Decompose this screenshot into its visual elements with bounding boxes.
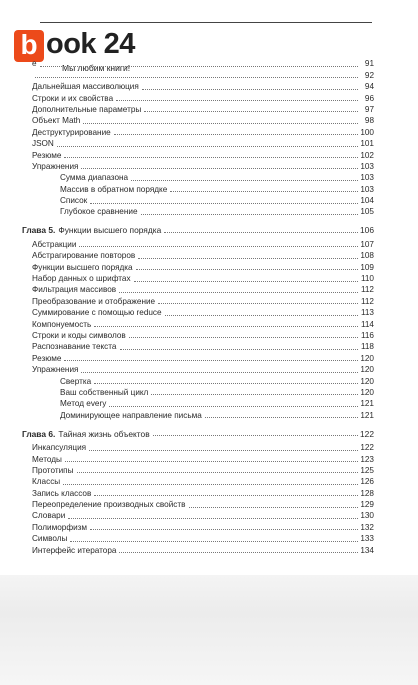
toc-entry-row: [22, 352, 374, 363]
chapter-label: Глава 6.: [22, 428, 56, 439]
toc-entry-title: Абстракции: [32, 239, 77, 249]
leader-dots: [142, 89, 358, 90]
leader-dots: [64, 157, 358, 158]
leader-dots: [81, 372, 358, 373]
toc-entry-row: [22, 510, 374, 521]
leader-dots: [164, 232, 358, 233]
toc-entry-row: [22, 138, 374, 149]
toc-page-number: 133: [360, 534, 374, 544]
toc-page-number: 125: [360, 465, 374, 475]
toc-entry-row: [22, 149, 374, 160]
leader-dots: [151, 394, 358, 395]
toc-entry-title: Интерфейс итератора: [32, 545, 117, 555]
toc-entry-title: Фильтрация массивов: [32, 285, 117, 295]
toc-entry-title: Распознавание текста: [32, 342, 117, 352]
toc-entry-title: Резюме: [32, 353, 62, 363]
toc-page-number: 122: [360, 428, 374, 439]
toc-page-number: 94: [364, 82, 374, 92]
toc-entry-row: [22, 318, 374, 329]
toc-entry-title: е: [32, 59, 37, 69]
toc-entry-title: Сумма диапазона: [60, 173, 129, 183]
toc-entry-title: Деструктурирование: [32, 127, 111, 137]
toc-entry-title: Резюме: [32, 150, 62, 160]
toc-entry-title: Глубокое сравнение: [60, 207, 138, 217]
leader-dots: [65, 461, 358, 462]
leader-dots: [134, 281, 358, 282]
toc-page-number: 122: [360, 443, 374, 453]
toc-page-number: 120: [360, 376, 374, 386]
toc-entry-row: [22, 453, 374, 464]
toc-entry-row: [22, 104, 374, 115]
toc-entry-row: [22, 195, 374, 206]
toc-entry-row: [22, 533, 374, 544]
leader-dots: [119, 292, 358, 293]
leader-dots: [158, 303, 358, 304]
leader-dots: [81, 168, 358, 169]
leader-dots: [90, 529, 358, 530]
leader-dots: [165, 315, 358, 316]
toc-page-number: 132: [360, 522, 374, 532]
toc-entry-title: Классы: [32, 477, 61, 487]
leader-dots: [109, 406, 358, 407]
leader-dots: [153, 435, 358, 436]
leader-dots: [83, 123, 358, 124]
leader-dots: [77, 472, 359, 473]
leader-dots: [64, 360, 358, 361]
toc-page-number: 126: [360, 477, 374, 487]
toc-chapter-row: [22, 427, 374, 439]
toc-page-number: 120: [360, 353, 374, 363]
page-bottom-shadow: [0, 575, 418, 685]
leader-dots: [114, 134, 358, 135]
toc-entry-row: [22, 273, 374, 284]
leader-dots: [129, 337, 358, 338]
toc-entry-row: [22, 58, 374, 69]
logo-letter: b: [14, 30, 44, 62]
toc-entry-row: [22, 206, 374, 217]
toc-page-number: 118: [360, 342, 374, 352]
toc-page-number: 113: [360, 308, 374, 318]
leader-dots: [94, 495, 358, 496]
leader-dots: [131, 180, 358, 181]
toc-page-number: 120: [360, 387, 374, 397]
toc-entry-row: [22, 544, 374, 555]
toc-entry-title: Метод every: [60, 399, 107, 409]
toc-entry-row: [22, 161, 374, 172]
toc-page-number: 100: [360, 127, 374, 137]
chapter-label: Глава 5.: [22, 225, 56, 236]
toc-entry-title: Дальнейшая массиволюция: [32, 82, 139, 92]
leader-dots: [141, 214, 358, 215]
toc-page-number: 96: [364, 93, 374, 103]
toc-entry-title: Объект Math: [32, 116, 81, 126]
toc-entry-title: Запись классов: [32, 488, 92, 498]
toc-entry-title: Преобразование и отображение: [32, 296, 156, 306]
toc-entry-title: Переопределение производных свойств: [32, 500, 186, 510]
leader-dots: [70, 541, 358, 542]
toc-page-number: 104: [360, 196, 374, 206]
toc-page-number: 130: [360, 511, 374, 521]
toc-page-number: 114: [360, 319, 374, 329]
toc-entry-title: Набор данных о шрифтах: [32, 274, 131, 284]
toc-entry-row: [22, 398, 374, 409]
leader-dots: [68, 518, 358, 519]
leader-dots: [94, 383, 358, 384]
toc-page-number: 105: [360, 207, 374, 217]
toc-entry-title: Компонуемость: [32, 319, 92, 329]
toc-page-number: 123: [360, 454, 374, 464]
toc-page-number: 121: [360, 399, 374, 409]
toc-entry-title: Строки и коды символов: [32, 330, 126, 340]
toc-entry-row: [22, 250, 374, 261]
leader-dots: [94, 326, 358, 327]
toc-entry-row: [22, 409, 374, 420]
chapter-title: Тайная жизнь объектов: [58, 428, 150, 439]
leader-dots: [63, 484, 358, 485]
toc-entry-title: Список: [60, 196, 88, 206]
toc-chapter-row: [22, 223, 374, 235]
leader-dots: [189, 507, 359, 508]
toc-page-number: 91: [364, 59, 374, 69]
toc-entry-row: [22, 92, 374, 103]
logo-word: ook 24: [46, 28, 135, 60]
toc-page-number: 109: [360, 262, 374, 272]
toc-entry-row: [22, 115, 374, 126]
chapter-title: Функции высшего порядка: [58, 225, 162, 236]
leader-dots: [205, 417, 358, 418]
toc-entry-row: [22, 387, 374, 398]
toc-entry-row: [22, 261, 374, 272]
toc-page-number: 120: [360, 365, 374, 375]
toc-entry-title: Массив в обратном порядке: [60, 184, 168, 194]
leader-dots: [40, 66, 358, 67]
toc-page-number: 128: [360, 488, 374, 498]
toc-entry-title: Упражнения: [32, 161, 79, 171]
toc-entry-title: Упражнения: [32, 365, 79, 375]
toc-entry-row: [22, 81, 374, 92]
toc-page-number: 107: [360, 239, 374, 249]
toc-entry-row: [22, 476, 374, 487]
leader-dots: [119, 552, 358, 553]
toc-page-number: 102: [360, 150, 374, 160]
leader-dots: [138, 258, 358, 259]
leader-dots: [144, 111, 358, 112]
toc-entry-row: [22, 465, 374, 476]
toc-page-number: 97: [364, 104, 374, 114]
toc-page-number: 116: [360, 330, 374, 340]
toc-page-number: 110: [360, 274, 374, 284]
toc-entry-row: [22, 284, 374, 295]
toc-page-number: 98: [364, 116, 374, 126]
toc-entry-row: [22, 364, 374, 375]
toc-entry-title: Инкапсуляция: [32, 443, 87, 453]
toc-entry-row: [22, 238, 374, 249]
leader-dots: [116, 100, 358, 101]
toc-entry-title: Прототипы: [32, 465, 74, 475]
toc-page-number: 103: [360, 173, 374, 183]
toc-entry-row: [22, 341, 374, 352]
toc-entry-row: [22, 307, 374, 318]
toc-entry-title: Суммирование с помощью reduce: [32, 308, 162, 318]
toc-entry-row: [22, 69, 374, 80]
logo-tagline: Мы любим книги!: [62, 63, 131, 73]
leader-dots: [35, 77, 358, 78]
toc-entry-row: [22, 375, 374, 386]
toc-entry-title: Методы: [32, 454, 62, 464]
table-of-contents: [22, 58, 374, 556]
toc-page-number: 129: [360, 500, 374, 510]
toc-page-number: 103: [360, 161, 374, 171]
leader-dots: [136, 269, 358, 270]
toc-page-number: 134: [360, 545, 374, 555]
toc-entry-title: Доминирующее направление письма: [60, 410, 202, 420]
toc-page-number: 112: [360, 296, 374, 306]
toc-entry-title: Строки и их свойства: [32, 93, 114, 103]
toc-entry-row: [22, 487, 374, 498]
leader-dots: [89, 450, 358, 451]
leader-dots: [57, 146, 358, 147]
toc-entry-row: [22, 442, 374, 453]
toc-entry-row: [22, 126, 374, 137]
toc-page-number: 103: [360, 184, 374, 194]
toc-entry-row: [22, 295, 374, 306]
toc-page-number: 106: [360, 225, 374, 236]
leader-dots: [120, 349, 359, 350]
toc-page-number: 112: [360, 285, 374, 295]
toc-entry-title: Словари: [32, 511, 66, 521]
toc-entry-title: Ваш собственный цикл: [60, 387, 149, 397]
toc-page-number: 108: [360, 251, 374, 261]
toc-page-number: 92: [364, 70, 374, 80]
toc-entry-row: [22, 172, 374, 183]
toc-entry-title: Полиморфизм: [32, 522, 88, 532]
toc-entry-title: JSON: [32, 139, 54, 149]
leader-dots: [79, 246, 358, 247]
toc-entry-title: Символы: [32, 534, 68, 544]
toc-entry-title: Функции высшего порядка: [32, 262, 133, 272]
toc-entry-row: [22, 521, 374, 532]
toc-page-number: 121: [360, 410, 374, 420]
toc-entry-row: [22, 330, 374, 341]
toc-entry-title: Дополнительные параметры: [32, 104, 142, 114]
toc-entry-row: [22, 499, 374, 510]
toc-entry-title: Абстрагирование повторов: [32, 251, 136, 261]
toc-entry-title: Свертка: [60, 376, 92, 386]
toc-entry-row: [22, 183, 374, 194]
header-rule: [40, 22, 372, 23]
leader-dots: [170, 191, 358, 192]
toc-page-number: 101: [360, 139, 374, 149]
leader-dots: [90, 203, 358, 204]
